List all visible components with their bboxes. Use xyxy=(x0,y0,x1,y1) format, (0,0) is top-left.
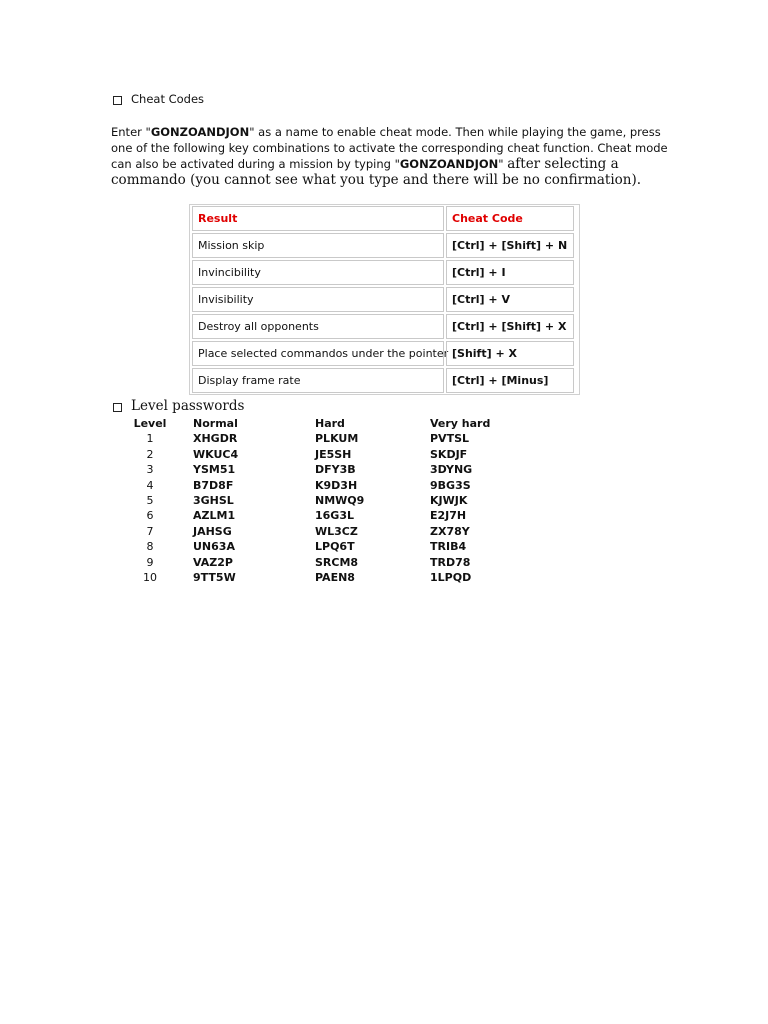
result-cell: Display frame rate xyxy=(192,368,444,393)
cheat-code-header: Cheat Code xyxy=(446,206,574,231)
level-header: Level xyxy=(133,417,167,430)
level-number: 6 xyxy=(146,509,154,523)
intro-text-c: " xyxy=(498,157,508,171)
table-row xyxy=(128,555,530,570)
normal-password: YSM51 xyxy=(193,463,236,477)
hard-password: SRCM8 xyxy=(315,555,359,569)
normal-password: B7D8F xyxy=(193,478,234,492)
very-hard-password: E2J7H xyxy=(430,509,467,523)
level-number: 5 xyxy=(146,493,154,507)
very-hard-password: 1LPQD xyxy=(430,570,472,584)
very-hard-password: TRIB4 xyxy=(430,540,467,554)
result-cell: Invincibility xyxy=(192,260,444,285)
hard-password: DFY3B xyxy=(315,463,356,477)
result-cell: Mission skip xyxy=(192,233,444,258)
code-cell: [Shift] + X xyxy=(446,341,574,366)
table-row xyxy=(128,447,530,462)
hard-password: JE5SH xyxy=(315,447,352,461)
intro-paragraph xyxy=(111,124,671,188)
table-row xyxy=(128,431,530,446)
normal-password: AZLM1 xyxy=(193,509,236,523)
table-header-row xyxy=(190,205,579,232)
code-cell: [Ctrl] + [Minus] xyxy=(446,368,574,393)
level-number: 10 xyxy=(143,570,157,584)
level-number: 2 xyxy=(146,447,154,461)
very-hard-password: PVTSL xyxy=(430,432,470,446)
table-row xyxy=(190,340,579,367)
very-hard-password: KJWJK xyxy=(430,493,468,507)
hard-password: PLKUM xyxy=(315,432,359,446)
level-number: 3 xyxy=(146,463,154,477)
hard-password: WL3CZ xyxy=(315,524,358,538)
table-row xyxy=(128,570,530,585)
table-row xyxy=(128,478,530,493)
table-row xyxy=(190,313,579,340)
very-hard-password: SKDJF xyxy=(430,447,468,461)
very-hard-password: ZX78Y xyxy=(430,524,470,538)
bullet-square-icon xyxy=(113,403,122,412)
level-number: 4 xyxy=(146,478,154,492)
hard-password: PAEN8 xyxy=(315,570,355,584)
very-hard-password: 3DYNG xyxy=(430,463,473,477)
normal-password: WKUC4 xyxy=(193,447,239,461)
cheat-code-table xyxy=(189,204,580,395)
intro-text-d: after selecting a commando (you cannot see what you type and there will be no confirmation). xyxy=(111,156,642,188)
level-passwords-heading: Level passwords xyxy=(131,398,245,414)
table-row xyxy=(128,539,530,554)
intro-text-b: " as a name to enable cheat mode. Then while playing the game, press one of the following key combinations to activate the corresponding cheat function. Cheat mode can also be activated during a mission by typing " xyxy=(111,125,668,171)
hard-password: K9D3H xyxy=(315,478,358,492)
very-hard-header: Very hard xyxy=(430,417,491,430)
result-header: Result xyxy=(192,206,444,231)
level-number: 8 xyxy=(146,540,154,554)
cheat-name-code-2: GONZOANDJON xyxy=(399,157,499,171)
normal-password: 9TT5W xyxy=(193,570,236,584)
normal-header: Normal xyxy=(193,417,238,430)
hard-password: NMWQ9 xyxy=(315,493,365,507)
hard-header: Hard xyxy=(315,417,345,430)
table-row xyxy=(190,286,579,313)
normal-password: XHGDR xyxy=(193,432,238,446)
code-cell: [Ctrl] + V xyxy=(446,287,574,312)
level-number: 1 xyxy=(146,432,154,446)
level-number: 9 xyxy=(146,555,154,569)
bullet-square-icon xyxy=(113,96,122,105)
hard-password: 16G3L xyxy=(315,509,354,523)
passwords-header-row xyxy=(128,416,530,431)
cheat-name-code: GONZOANDJON xyxy=(150,125,250,139)
level-number: 7 xyxy=(146,524,154,538)
normal-password: VAZ2P xyxy=(193,555,233,569)
normal-password: 3GHSL xyxy=(193,493,234,507)
normal-password: JAHSG xyxy=(193,524,232,538)
result-cell: Invisibility xyxy=(192,287,444,312)
code-cell: [Ctrl] + [Shift] + N xyxy=(446,233,574,258)
table-row xyxy=(128,462,530,477)
table-row xyxy=(128,493,530,508)
intro-text-a: Enter " xyxy=(111,125,151,139)
result-cell: Destroy all opponents xyxy=(192,314,444,339)
hard-password: LPQ6T xyxy=(315,540,355,554)
cheat-codes-heading: Cheat Codes xyxy=(131,92,205,106)
code-cell: [Ctrl] + [Shift] + X xyxy=(446,314,574,339)
result-cell: Place selected commandos under the pointer xyxy=(192,341,444,366)
normal-password: UN63A xyxy=(193,540,235,554)
level-passwords-table xyxy=(128,416,530,585)
code-cell: [Ctrl] + I xyxy=(446,260,574,285)
passwords-body xyxy=(128,431,530,585)
table-row xyxy=(128,524,530,539)
table-row xyxy=(190,367,579,394)
table-row xyxy=(190,232,579,259)
very-hard-password: TRD78 xyxy=(430,555,471,569)
table-row xyxy=(190,259,579,286)
table-row xyxy=(128,508,530,523)
very-hard-password: 9BG3S xyxy=(430,478,471,492)
